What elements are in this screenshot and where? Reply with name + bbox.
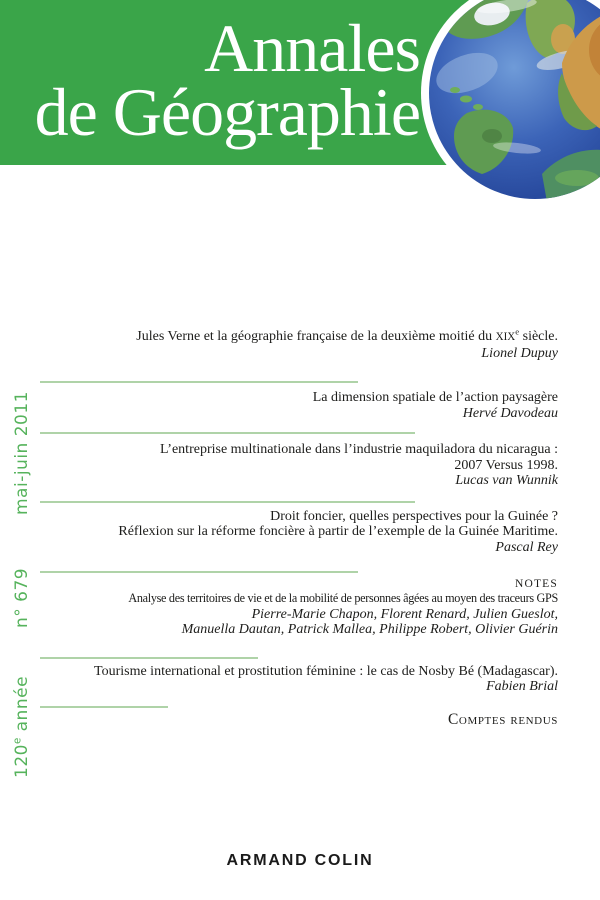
toc-article <box>40 664 558 695</box>
issue-number: n° 679 <box>12 567 32 628</box>
journal-title <box>34 10 420 150</box>
separator-rule <box>40 501 415 503</box>
article-title-line1: Droit foncier, quelles perspectives pour la Guinée ? <box>270 508 558 524</box>
table-of-contents <box>40 326 558 728</box>
article-authors: Pascal Rey <box>495 539 558 555</box>
article-authors: Fabien Brial <box>486 679 558 694</box>
article-authors: Hervé Davodeau <box>462 405 558 421</box>
article-title: Tourisme international et prostitution féminine : le cas de Nosby Bé (Madagascar). <box>94 663 558 679</box>
journal-title-line2: de Géographie <box>34 74 420 150</box>
separator-rule <box>40 571 358 573</box>
article-title-line2: 2007 Versus 1998. <box>454 457 558 473</box>
article-authors: Lucas van Wunnik <box>455 473 558 488</box>
article-title: La dimension spatiale de l’action paysagère <box>312 390 558 405</box>
separator-rule <box>40 657 258 659</box>
article-title: Analyse des territoires de vie et de la mobilité de personnes âgées au moyen des traceurs GPS <box>128 591 558 605</box>
publisher-logo: ARMAND COLIN <box>226 852 374 869</box>
article-authors-line1: Pierre-Marie Chapon, Florent Renard, Julien Gueslot, <box>251 606 558 622</box>
separator-rule <box>40 432 415 434</box>
journal-title-line1: Annales <box>204 10 420 86</box>
section-label-comptes-rendus: Comptes rendus <box>447 710 558 728</box>
article-title-line2: Réflexion sur la réforme foncière à partir de l’exemple de la Guinée Maritime. <box>118 524 558 539</box>
toc-article <box>40 390 558 421</box>
toc-article <box>40 326 558 361</box>
issue-year: 120e année <box>12 675 32 778</box>
article-authors-line2: Manuella Dautan, Patrick Mallea, Philippe Robert, Olivier Guérin <box>181 622 558 637</box>
toc-article <box>40 509 558 556</box>
separator-rule <box>40 381 358 383</box>
article-title-line1: L’entreprise multinationale dans l’industrie maquiladora du nicaragua : <box>160 442 558 457</box>
toc-article <box>40 442 558 489</box>
toc-article <box>40 591 558 638</box>
article-authors: Lionel Dupuy <box>481 345 558 361</box>
earth-globe-icon <box>412 0 600 208</box>
section-label-notes: NOTES <box>514 578 558 590</box>
article-title: Jules Verne et la géographie française de la deuxième moitié du XIXe siècle. <box>136 326 558 344</box>
issue-period: mai-juin 2011 <box>12 391 32 515</box>
separator-rule <box>40 706 168 708</box>
